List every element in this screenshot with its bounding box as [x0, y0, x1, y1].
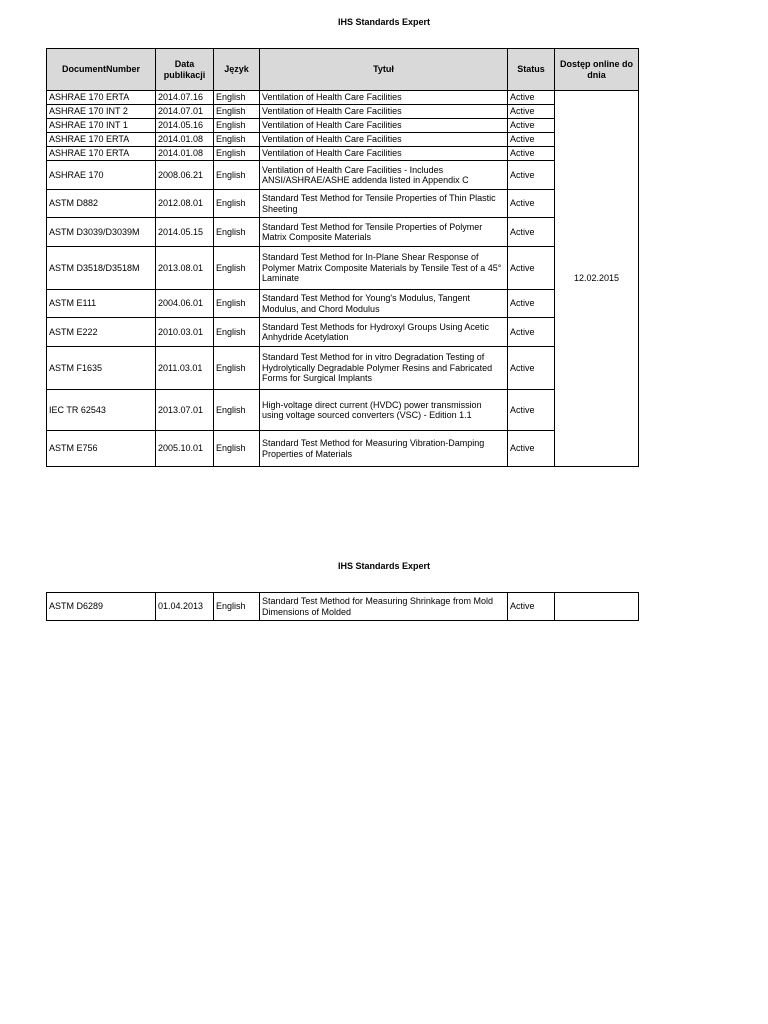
title-cell: Ventilation of Health Care Facilities [260, 91, 508, 105]
date-cell: 2014.01.08 [156, 147, 214, 161]
status-cell: Active [508, 347, 555, 390]
table-row [47, 133, 639, 147]
doc-number-cell: ASHRAE 170 ERTA [47, 91, 156, 105]
doc-number-cell: ASHRAE 170 ERTA [47, 147, 156, 161]
date-cell: 2014.05.16 [156, 119, 214, 133]
status-cell: Active [508, 431, 555, 467]
title-cell: Ventilation of Health Care Facilities [260, 119, 508, 133]
status-cell: Active [508, 119, 555, 133]
header-language: Język [214, 49, 260, 91]
table-row [47, 147, 639, 161]
language-cell: English [214, 390, 260, 431]
doc-number-cell: ASTM E756 [47, 431, 156, 467]
table-row [47, 290, 639, 318]
header-publication-date: Data publikacji [156, 49, 214, 91]
page-title: IHS Standards Expert [337, 17, 431, 27]
title-cell: Standard Test Method for Measuring Shrinkage from Mold Dimensions of Molded [260, 593, 508, 621]
date-cell: 2008.06.21 [156, 161, 214, 190]
header-online-access: Dostęp online do dnia [555, 49, 639, 91]
online-access-cell: 12.02.2015 [555, 91, 639, 467]
title-cell: Ventilation of Health Care Facilities [260, 133, 508, 147]
date-cell: 2014.01.08 [156, 133, 214, 147]
doc-number-cell: ASHRAE 170 INT 1 [47, 119, 156, 133]
doc-number-cell: ASTM D6289 [47, 593, 156, 621]
status-cell: Active [508, 91, 555, 105]
status-cell: Active [508, 133, 555, 147]
date-cell: 2012.08.01 [156, 190, 214, 218]
status-cell: Active [508, 318, 555, 347]
table-row [47, 190, 639, 218]
header-status: Status [508, 49, 555, 91]
title-cell: Standard Test Method for In-Plane Shear Response of Polymer Matrix Composite Materials by Tensile Test of a 45° Laminate [260, 247, 508, 290]
status-cell: Active [508, 290, 555, 318]
status-cell: Active [508, 190, 555, 218]
status-cell: Active [508, 247, 555, 290]
doc-number-cell: IEC TR 62543 [47, 390, 156, 431]
header-title: Tytuł [260, 49, 508, 91]
doc-number-cell: ASTM E111 [47, 290, 156, 318]
doc-number-cell: ASHRAE 170 ERTA [47, 133, 156, 147]
language-cell: English [214, 147, 260, 161]
status-cell: Active [508, 147, 555, 161]
table-row [47, 247, 639, 290]
title-cell: Standard Test Method for Tensile Properties of Polymer Matrix Composite Materials [260, 218, 508, 247]
title-cell: Standard Test Method for Young's Modulus, Tangent Modulus, and Chord Modulus [260, 290, 508, 318]
status-cell: Active [508, 161, 555, 190]
language-cell: English [214, 119, 260, 133]
date-cell: 01.04.2013 [156, 593, 214, 621]
doc-number-cell: ASHRAE 170 INT 2 [47, 105, 156, 119]
header-document-number: DocumentNumber [47, 49, 156, 91]
table-row [47, 105, 639, 119]
doc-number-cell: ASTM E222 [47, 318, 156, 347]
table-row [47, 161, 639, 190]
title-cell: Standard Test Methods for Hydroxyl Groups Using Acetic Anhydride Acetylation [260, 318, 508, 347]
title-cell: Ventilation of Health Care Facilities - Includes ANSI/ASHRAE/ASHE addenda listed in Appendix C [260, 161, 508, 190]
language-cell: English [214, 431, 260, 467]
standards-table [46, 48, 639, 467]
status-cell: Active [508, 218, 555, 247]
table-row [47, 218, 639, 247]
title-cell: High-voltage direct current (HVDC) power transmission using voltage sourced converters (VSC) - Edition 1.1 [260, 390, 508, 431]
title-cell: Standard Test Method for Measuring Vibration-Damping Properties of Materials [260, 431, 508, 467]
date-cell: 2013.08.01 [156, 247, 214, 290]
language-cell: English [214, 91, 260, 105]
doc-number-cell: ASTM D3039/D3039M [47, 218, 156, 247]
table-row [47, 119, 639, 133]
language-cell: English [214, 318, 260, 347]
table-header-row [47, 49, 639, 91]
status-cell: Active [508, 593, 555, 621]
language-cell: English [214, 218, 260, 247]
language-cell: English [214, 593, 260, 621]
status-cell: Active [508, 390, 555, 431]
language-cell: English [214, 347, 260, 390]
language-cell: English [214, 133, 260, 147]
page-title-second: IHS Standards Expert [337, 561, 431, 571]
table-row [47, 431, 639, 467]
doc-number-cell: ASTM D3518/D3518M [47, 247, 156, 290]
title-cell: Standard Test Method for Tensile Properties of Thin Plastic Sheeting [260, 190, 508, 218]
table-row [47, 390, 639, 431]
language-cell: English [214, 290, 260, 318]
language-cell: English [214, 247, 260, 290]
language-cell: English [214, 190, 260, 218]
table-row [47, 318, 639, 347]
title-cell: Ventilation of Health Care Facilities [260, 147, 508, 161]
date-cell: 2005.10.01 [156, 431, 214, 467]
date-cell: 2004.06.01 [156, 290, 214, 318]
doc-number-cell: ASHRAE 170 [47, 161, 156, 190]
date-cell: 2011.03.01 [156, 347, 214, 390]
standards-table-continued [46, 592, 639, 621]
title-cell: Ventilation of Health Care Facilities [260, 105, 508, 119]
language-cell: English [214, 161, 260, 190]
online-access-cell [555, 593, 639, 621]
date-cell: 2014.07.16 [156, 91, 214, 105]
table-row [47, 593, 639, 621]
doc-number-cell: ASTM F1635 [47, 347, 156, 390]
title-cell: Standard Test Method for in vitro Degradation Testing of Hydrolytically Degradable Polymer Resins and Fabricated Forms for Surgical Implants [260, 347, 508, 390]
doc-number-cell: ASTM D882 [47, 190, 156, 218]
table-row [47, 91, 639, 105]
date-cell: 2013.07.01 [156, 390, 214, 431]
table-row [47, 347, 639, 390]
date-cell: 2014.05.15 [156, 218, 214, 247]
status-cell: Active [508, 105, 555, 119]
date-cell: 2010.03.01 [156, 318, 214, 347]
date-cell: 2014.07.01 [156, 105, 214, 119]
language-cell: English [214, 105, 260, 119]
